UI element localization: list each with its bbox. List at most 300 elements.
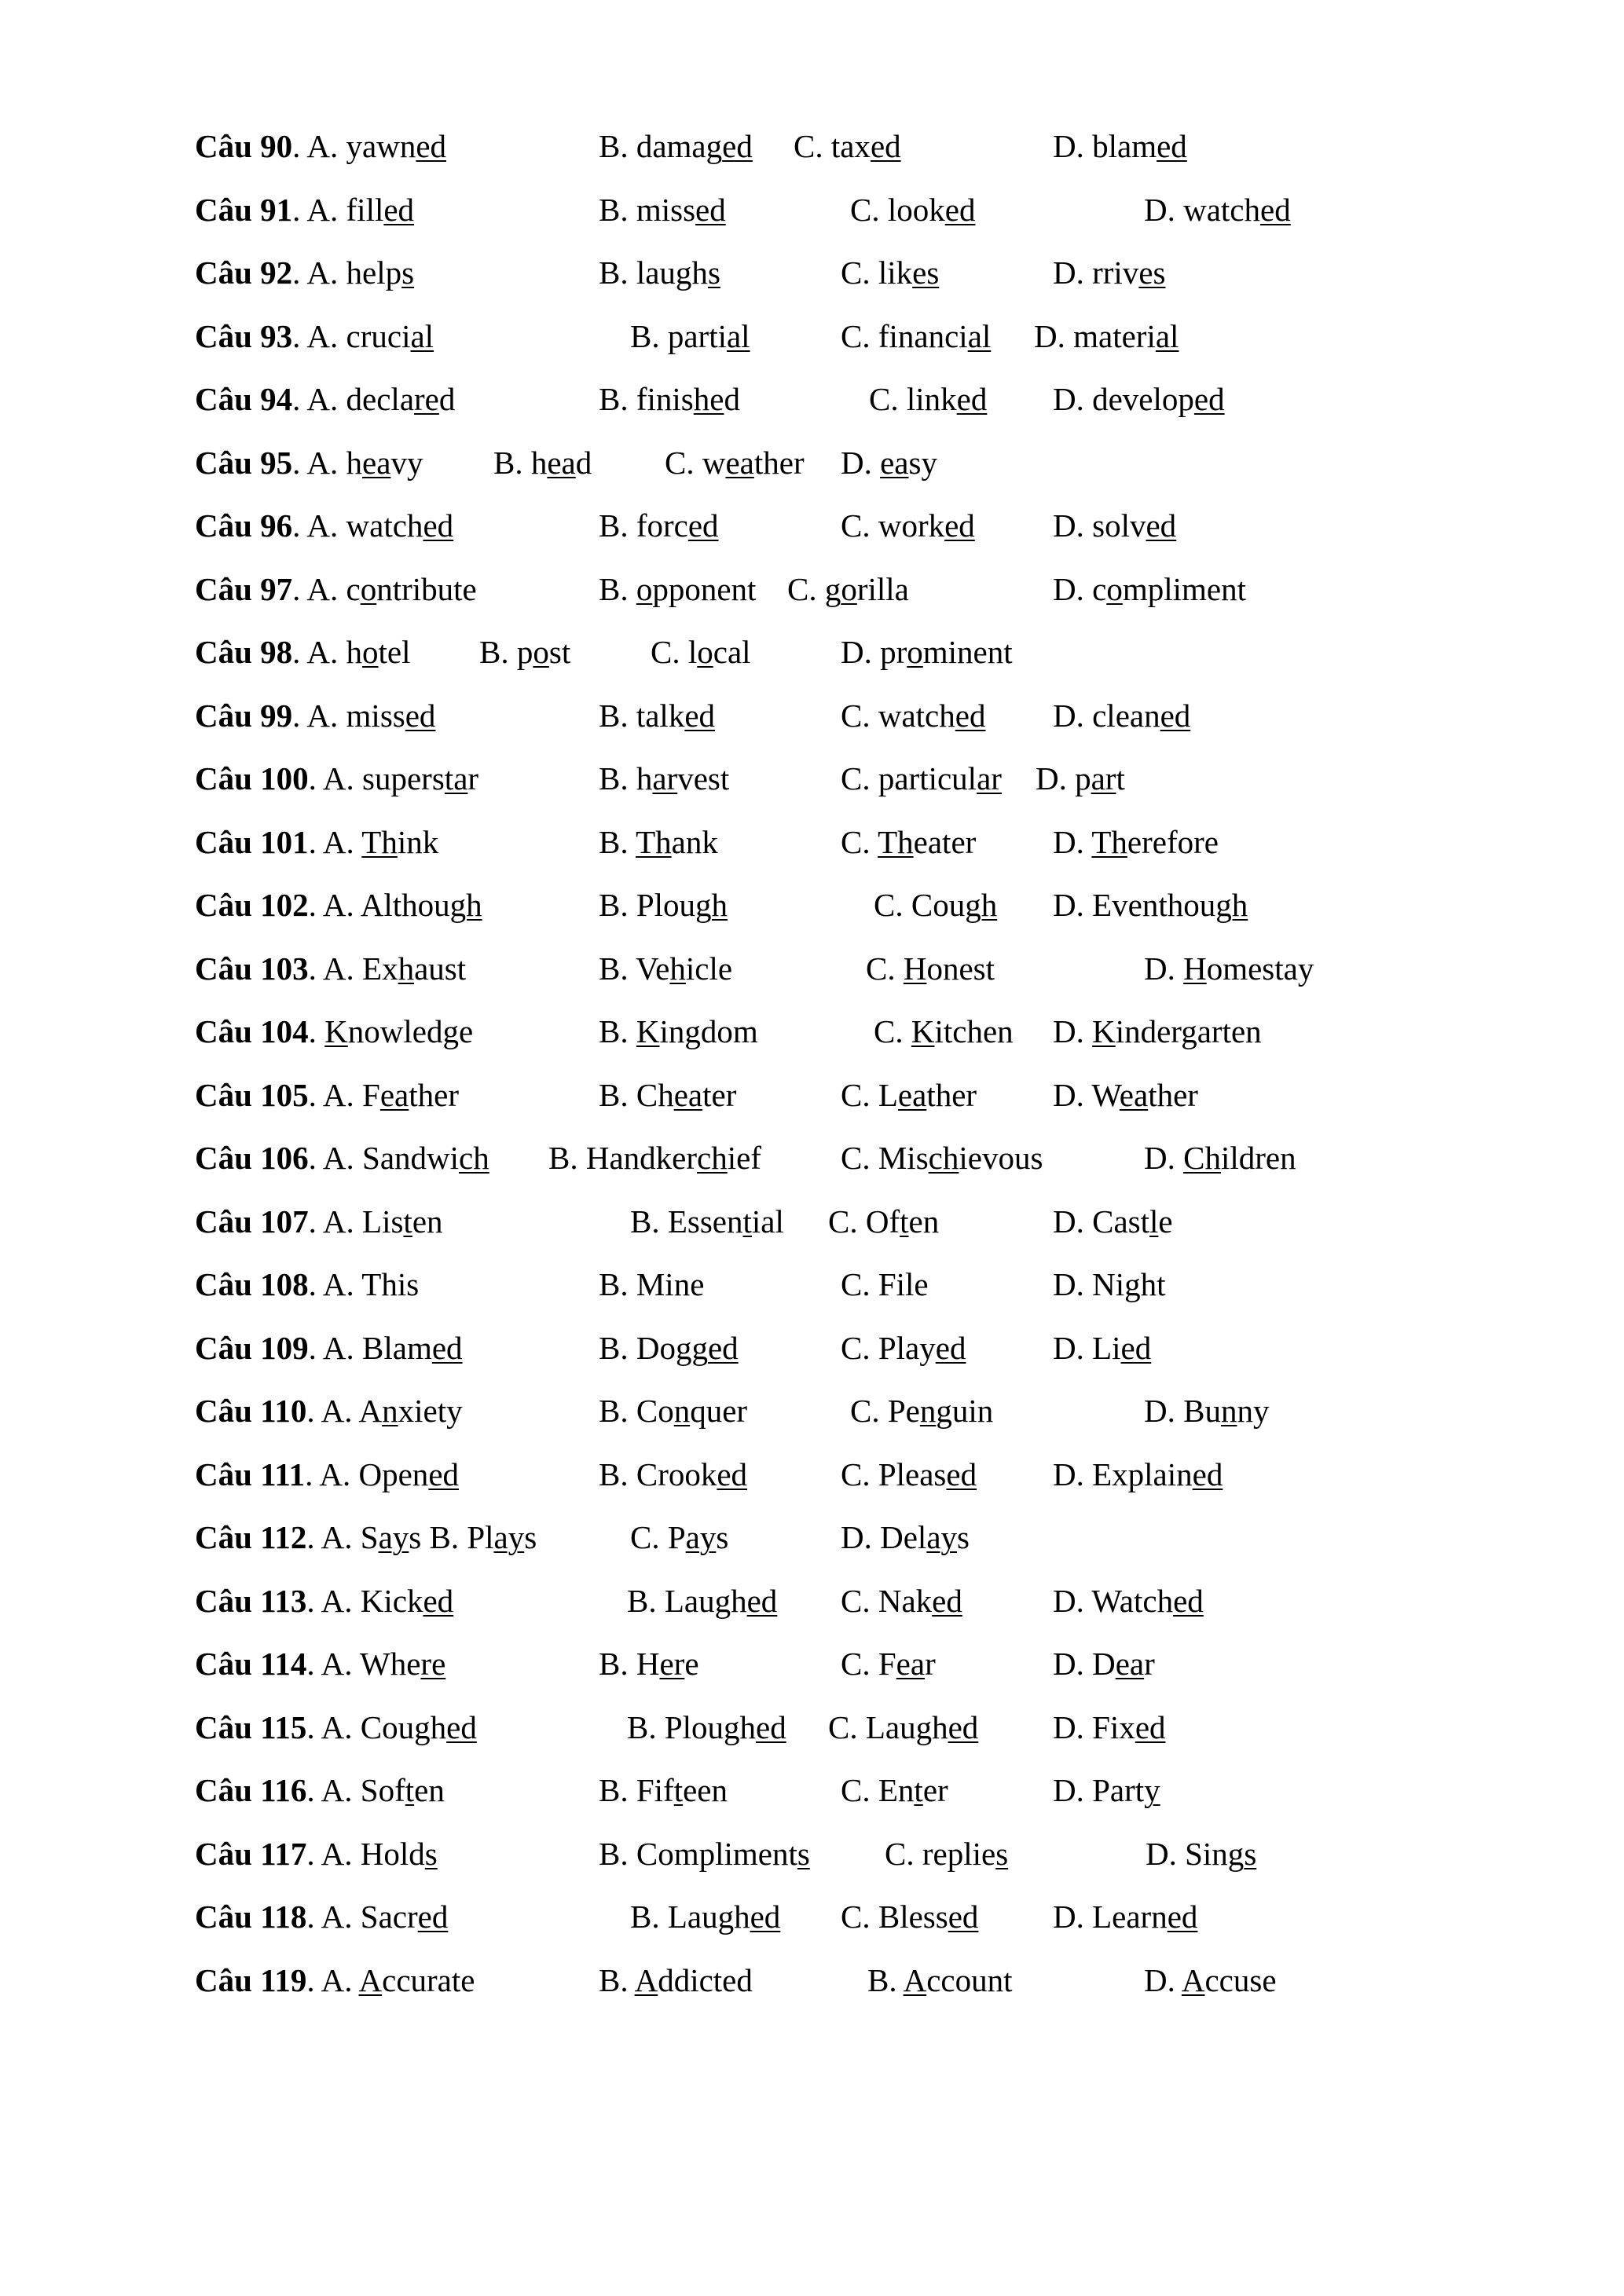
question-first-column [195, 1190, 443, 1253]
answer-option: C. likes [841, 255, 940, 291]
question-first-column [195, 494, 453, 557]
answer-option: A. Feather [322, 1076, 459, 1113]
answer-option: B. opponent [599, 570, 757, 607]
answer-option: A. Where [321, 1646, 446, 1682]
question-first-column [195, 1379, 463, 1442]
question-number: Câu 107 [195, 1203, 309, 1240]
underlined-letters: t [742, 1203, 752, 1240]
question-separator: . [292, 570, 307, 607]
underlined-letters: ea [897, 1076, 927, 1113]
underlined-letters: ta [444, 760, 468, 796]
answer-option: A. missed [306, 697, 436, 734]
underlined-letters: ea [1119, 1076, 1149, 1113]
answer-option: A. yawned [306, 128, 447, 164]
question-first-column [195, 1126, 489, 1189]
underlined-letters: ea [1115, 1646, 1145, 1682]
underlined-letters: ay [685, 1519, 717, 1555]
underlined-letters: H [903, 950, 927, 987]
answer-option: Knowledge [324, 1013, 474, 1049]
answer-option: A. Sandwich [322, 1140, 489, 1176]
answer-option: B. Kingdom [599, 1013, 758, 1049]
underlined-letters: ed [948, 1708, 979, 1745]
answer-option: B. Dogged [599, 1329, 739, 1366]
underlined-letters: s [707, 255, 720, 291]
underlined-letters: n [382, 1393, 398, 1429]
question-number: Câu 94 [195, 381, 293, 417]
question-number: Câu 98 [195, 634, 293, 670]
underlined-letters: t [673, 1772, 684, 1808]
underlined-letters: ed [428, 1456, 460, 1492]
question-first-column [195, 684, 435, 747]
underlined-letters: n [673, 1393, 691, 1429]
answer-option: B. Compliments [599, 1835, 810, 1872]
answer-option: A. Although [322, 887, 482, 923]
question-separator: . [308, 760, 323, 796]
question-row [0, 811, 1624, 873]
underlined-letters: Th [878, 823, 914, 860]
underlined-letters: ed [383, 191, 415, 228]
answer-option: A. Holds [321, 1835, 438, 1872]
answer-option: B. Thank [599, 823, 718, 860]
answer-option: A. Anxiety [321, 1393, 463, 1429]
answer-option: A. Listen [322, 1203, 443, 1240]
question-first-column [195, 1822, 438, 1885]
question-row [0, 178, 1624, 241]
answer-option: D. Bunny [1144, 1393, 1270, 1429]
question-row [0, 1822, 1624, 1885]
question-row [0, 368, 1624, 430]
answer-option: B. Laughed [630, 1899, 781, 1935]
underlined-letters: re [414, 381, 439, 417]
underlined-letters: ed [1192, 1456, 1223, 1492]
question-number: Câu 111 [195, 1456, 306, 1492]
underlined-letters: t [900, 1203, 909, 1240]
answer-option: C. gorilla [787, 570, 909, 607]
answer-option: D. developed [1053, 381, 1225, 417]
question-number: Câu 92 [195, 255, 293, 291]
underlined-letters: o [841, 570, 857, 607]
underlined-letters: n [919, 1393, 937, 1429]
answer-option: D. solved [1053, 507, 1177, 544]
answer-option: B. Ploughed [627, 1708, 786, 1745]
question-separator: . [292, 507, 307, 544]
underlined-letters: ay [493, 1519, 525, 1555]
answer-option: A. Think [322, 823, 439, 860]
answer-option: C. replies [885, 1835, 1009, 1872]
answer-option: A. contribute [306, 570, 477, 607]
underlined-letters: H [1183, 950, 1207, 987]
question-first-column [195, 115, 446, 178]
underlined-letters: al [1155, 317, 1179, 354]
answer-option: D. Accuse [1144, 1961, 1277, 1998]
answer-option: A. hotel [306, 634, 411, 670]
answer-option: C. linked [869, 381, 988, 417]
underlined-letters: ea [362, 444, 391, 481]
question-separator: . [308, 1203, 323, 1240]
underlined-letters: ea [379, 1076, 409, 1113]
underlined-letters: s [1244, 1835, 1257, 1872]
answer-option: D. Learned [1053, 1899, 1198, 1935]
answer-option: C. watched [841, 697, 986, 734]
underlined-letters: ay [378, 1519, 409, 1555]
underlined-letters: ed [1193, 381, 1225, 417]
answer-option: A. Exhaust [322, 950, 467, 987]
underlined-letters: al [410, 317, 434, 354]
underlined-letters: he [693, 381, 724, 417]
underlined-letters: Th [1091, 823, 1127, 860]
question-number: Câu 95 [195, 444, 293, 481]
underlined-letters: ed [446, 1708, 477, 1745]
underlined-letters: ar [977, 760, 1002, 796]
question-separator: . [306, 1708, 321, 1745]
question-row [0, 1506, 1624, 1569]
question-number: Câu 116 [195, 1772, 307, 1808]
underlined-letters: ed [431, 1329, 463, 1366]
question-separator: . [306, 1835, 321, 1872]
underlined-letters: er [659, 1646, 685, 1682]
answer-option: C. Honest [866, 950, 995, 987]
answer-option: C. Mischievous [841, 1140, 1043, 1176]
answer-option: C. Penguin [850, 1393, 994, 1429]
question-number: Câu 93 [195, 317, 293, 354]
question-number: Câu 97 [195, 570, 293, 607]
underlined-letters: h [669, 950, 686, 987]
underlined-letters: ed [944, 191, 976, 228]
question-number: Câu 101 [195, 823, 309, 860]
underlined-letters: A [358, 1961, 383, 1998]
question-first-column [195, 368, 455, 430]
underlined-letters: s [995, 1835, 1009, 1872]
underlined-letters: t [403, 1203, 412, 1240]
question-separator: . [306, 1519, 321, 1555]
question-separator: . [292, 317, 307, 354]
question-row [0, 431, 1624, 494]
underlined-letters: K [1092, 1013, 1116, 1049]
question-separator: . [308, 1013, 325, 1049]
answer-option: D. Night [1053, 1266, 1166, 1302]
answer-option: A. Opened [319, 1456, 460, 1492]
answer-option: C. looked [850, 191, 976, 228]
question-separator: . [306, 1646, 321, 1682]
underlined-letters: ch [928, 1140, 959, 1176]
answer-option: B. talked [599, 697, 716, 734]
answer-option: D. Delays [841, 1519, 970, 1555]
answer-option: C. Theater [841, 823, 977, 860]
answer-option: D. Explained [1053, 1456, 1223, 1492]
underlined-letters: t [914, 1772, 923, 1808]
question-separator: . [308, 823, 323, 860]
question-number: Câu 104 [195, 1013, 309, 1049]
answer-option: B. Mine [599, 1266, 705, 1302]
question-number: Câu 96 [195, 507, 293, 544]
underlined-letters: ed [932, 1582, 962, 1619]
question-first-column [195, 937, 466, 1000]
underlined-letters: ed [956, 381, 988, 417]
question-row [0, 873, 1624, 936]
underlined-letters: ch [697, 1140, 728, 1176]
underlined-letters: A [634, 1961, 658, 1998]
answer-option: C. Leather [841, 1076, 977, 1113]
underlined-letters: s [797, 1835, 810, 1872]
answer-option: A. filled [306, 191, 415, 228]
question-row [0, 621, 1624, 683]
question-first-column [195, 873, 482, 936]
question-separator: . [306, 1393, 321, 1429]
answer-option: A. Blamed [322, 1329, 463, 1366]
underlined-letters: ed [750, 1899, 781, 1935]
answer-option: B. Handkerchief [548, 1140, 761, 1176]
question-separator: . [292, 697, 307, 734]
underlined-letters: A [903, 1961, 927, 1998]
question-number: Câu 99 [195, 697, 293, 734]
underlined-letters: gh [1215, 887, 1248, 923]
answer-option: A. crucial [306, 317, 434, 354]
answer-option: B. Essential [630, 1203, 784, 1240]
question-number: Câu 110 [195, 1393, 307, 1429]
question-first-column [195, 558, 477, 621]
question-row [0, 1632, 1624, 1695]
question-number: Câu 115 [195, 1708, 307, 1745]
answer-option: D. Castle [1053, 1203, 1173, 1240]
underlined-letters: es [1138, 255, 1166, 291]
underlined-letters: ed [1173, 1582, 1204, 1619]
underlined-letters: ed [1167, 1899, 1198, 1935]
question-row [0, 1696, 1624, 1759]
underlined-letters: gh [449, 887, 482, 923]
question-row [0, 494, 1624, 557]
answer-option: D. Homestay [1144, 950, 1314, 987]
question-first-column [195, 811, 438, 873]
question-row [0, 305, 1624, 368]
question-number: Câu 100 [195, 760, 309, 796]
answer-option: C. Kitchen [874, 1013, 1014, 1049]
underlined-letters: ed [722, 128, 753, 164]
underlined-letters: es [912, 255, 940, 291]
answer-option: C. worked [841, 507, 975, 544]
question-first-column [195, 1253, 419, 1316]
question-first-column [195, 1506, 537, 1569]
underlined-letters: ed [935, 1329, 966, 1366]
underlined-letters: Th [361, 823, 398, 860]
underlined-letters: re [420, 1646, 446, 1682]
answer-option: D. Party [1053, 1772, 1160, 1808]
answer-option: A. helps [306, 255, 415, 291]
answer-option: D. Lied [1053, 1329, 1152, 1366]
underlined-letters: o [907, 634, 923, 670]
underlined-letters: ed [684, 697, 716, 734]
answer-option: B. forced [599, 507, 719, 544]
question-separator: . [308, 1329, 323, 1366]
question-separator: . [292, 381, 307, 417]
question-number: Câu 106 [195, 1140, 309, 1176]
question-separator: . [292, 444, 307, 481]
answer-option: C. weather [665, 444, 805, 481]
underlined-letters: l [1149, 1203, 1159, 1240]
answer-option: B. Fifteen [599, 1772, 728, 1808]
question-separator: . [306, 1961, 321, 1998]
question-row [0, 1316, 1624, 1379]
answer-option: B. damaged [599, 128, 753, 164]
underlined-letters: ed [1160, 697, 1191, 734]
answer-option: C. Played [841, 1329, 966, 1366]
question-separator: . [308, 950, 323, 987]
underlined-letters: s [401, 255, 415, 291]
underlined-letters: o [533, 634, 549, 670]
underlined-letters: ed [423, 1582, 454, 1619]
underlined-letters: n [1220, 1393, 1237, 1429]
question-number: Câu 119 [195, 1961, 307, 1998]
question-first-column [195, 1949, 475, 2012]
underlined-letters: ed [1120, 1329, 1152, 1366]
answer-option: C. local [651, 634, 751, 670]
question-first-column [195, 1000, 473, 1063]
answer-option: B. head [493, 444, 592, 481]
answer-option: B. Crooked [599, 1456, 748, 1492]
underlined-letters: ar [652, 760, 678, 796]
answer-option: A. watched [306, 507, 454, 544]
question-row [0, 684, 1624, 747]
underlined-letters: ed [405, 697, 436, 734]
question-row [0, 1253, 1624, 1316]
question-number: Câu 90 [195, 128, 293, 164]
answer-option: C. Naked [841, 1582, 962, 1619]
underlined-letters: ed [707, 1329, 739, 1366]
answer-option: D. compliment [1053, 570, 1246, 607]
underlined-letters: ay [926, 1519, 958, 1555]
underlined-letters: ea [896, 1646, 926, 1682]
underlined-letters: h [398, 950, 415, 987]
underlined-letters: K [324, 1013, 348, 1049]
underlined-letters: t [405, 1772, 415, 1808]
question-separator: . [292, 634, 307, 670]
question-separator: . [308, 887, 323, 923]
question-separator: . [292, 255, 307, 291]
underlined-letters: ea [547, 444, 576, 481]
answer-option: D. material [1034, 317, 1179, 354]
underlined-letters: o [1106, 570, 1123, 607]
underlined-letters: ed [695, 191, 726, 228]
answer-option: C. Pleased [841, 1456, 977, 1492]
question-row [0, 1949, 1624, 2012]
question-first-column [195, 1443, 459, 1506]
question-row [0, 1126, 1624, 1189]
answer-option: C. Often [828, 1203, 940, 1240]
underlined-letters: ea [880, 444, 909, 481]
question-number: Câu 118 [195, 1899, 307, 1935]
answer-option: C. Enter [841, 1772, 948, 1808]
answer-option: B. Vehicle [599, 950, 733, 987]
underlined-letters: ed [948, 1899, 979, 1935]
question-number: Câu 112 [195, 1519, 307, 1555]
question-separator: . [306, 1899, 321, 1935]
question-row [0, 1885, 1624, 1948]
answer-option: D. Children [1144, 1140, 1296, 1176]
question-row [0, 747, 1624, 810]
underlined-letters: ed [946, 1456, 977, 1492]
underlined-letters: Th [636, 823, 672, 860]
answer-option: B. harvest [599, 760, 730, 796]
answer-option: D. Eventhough [1053, 887, 1248, 923]
underlined-letters: ed [417, 1899, 449, 1935]
underlined-letters: ed [944, 507, 975, 544]
underlined-letters: ed [756, 1708, 786, 1745]
question-first-column [195, 621, 411, 683]
answer-option: D. Sings [1146, 1835, 1257, 1872]
answer-option: D. rrives [1053, 255, 1166, 291]
question-separator: . [308, 1076, 323, 1113]
question-number: Câu 102 [195, 887, 309, 923]
question-first-column [195, 241, 414, 304]
answer-option: C. Cough [874, 887, 998, 923]
question-number: Câu 113 [195, 1582, 307, 1619]
answer-option: B. Plough [599, 887, 728, 923]
answer-option: A. heavy [306, 444, 423, 481]
question-separator: . [306, 1582, 321, 1619]
question-row [0, 937, 1624, 1000]
question-separator: . [308, 1140, 323, 1176]
underlined-letters: ed [717, 1456, 748, 1492]
underlined-letters: o [636, 570, 653, 607]
question-separator: . [292, 191, 307, 228]
question-row [0, 1759, 1624, 1822]
underlined-letters: gh [695, 887, 728, 923]
question-row [0, 558, 1624, 621]
answer-option: D. prominent [841, 634, 1013, 670]
question-row [0, 1190, 1624, 1253]
underlined-letters: ed [423, 507, 454, 544]
question-first-column [195, 1885, 448, 1948]
answer-option: A. Kicked [321, 1582, 454, 1619]
question-separator: . [306, 1772, 321, 1808]
underlined-letters: K [636, 1013, 660, 1049]
question-row [0, 1000, 1624, 1063]
answer-option: D. Fixed [1053, 1708, 1166, 1745]
answer-option: B. Laughed [627, 1582, 778, 1619]
question-row [0, 1569, 1624, 1632]
answer-option: C. Laughed [828, 1708, 979, 1745]
question-first-column [195, 1759, 445, 1822]
answer-option: D. cleaned [1053, 697, 1191, 734]
question-row [0, 1443, 1624, 1506]
underlined-letters: ed [955, 697, 986, 734]
question-first-column [195, 747, 478, 810]
underlined-letters: ed [746, 1582, 778, 1619]
answer-option: B. post [479, 634, 571, 670]
answer-option: D. Dear [1053, 1646, 1155, 1682]
answer-option: A. Says B. Plays [321, 1519, 537, 1555]
question-first-column [195, 1064, 459, 1126]
answer-option: A. Sacred [321, 1899, 449, 1935]
question-first-column [195, 178, 414, 241]
answer-option: C. Blessed [841, 1899, 979, 1935]
answer-option: A. This [322, 1266, 420, 1302]
underlined-letters: o [697, 634, 713, 670]
underlined-letters: al [967, 317, 992, 354]
question-first-column [195, 1316, 463, 1379]
question-number: Câu 109 [195, 1329, 309, 1366]
answer-option: B. laughs [599, 255, 720, 291]
answer-option: B. Conquer [599, 1393, 748, 1429]
question-number: Câu 91 [195, 191, 293, 228]
question-number: Câu 114 [195, 1646, 307, 1682]
question-number: Câu 105 [195, 1076, 309, 1113]
question-first-column [195, 1696, 477, 1759]
underlined-letters: gh [965, 887, 998, 923]
question-separator: . [292, 128, 307, 164]
question-first-column [195, 305, 434, 368]
question-row [0, 1064, 1624, 1126]
underlined-letters: al [726, 317, 750, 354]
